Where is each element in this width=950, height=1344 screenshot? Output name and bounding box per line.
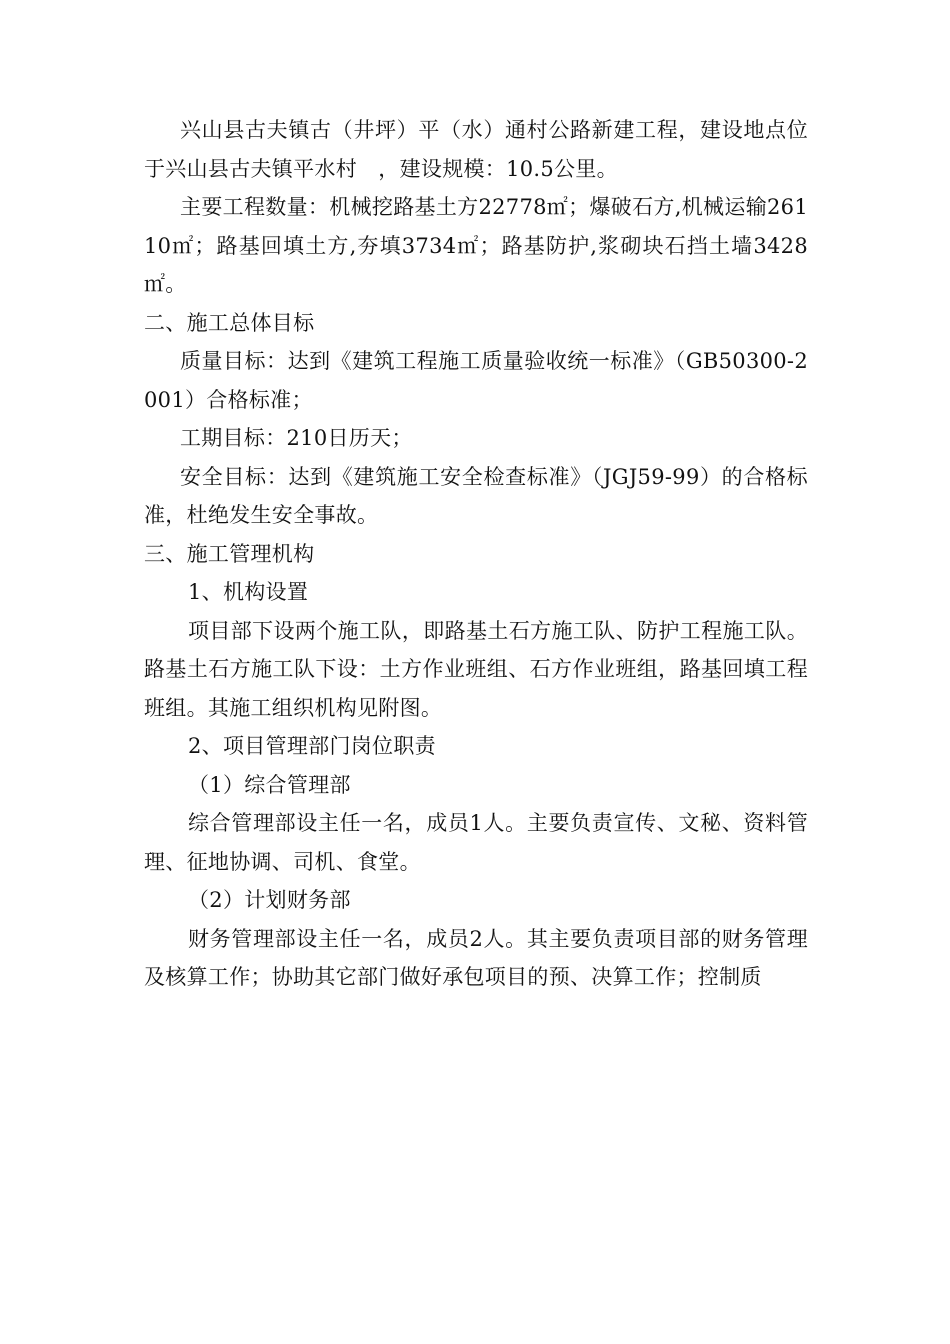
subsection-heading-duties: 2、项目管理部门岗位职责 (188, 734, 436, 758)
subsection-heading-finance: （2）计划财务部 (188, 888, 351, 912)
general-management-paragraph: 综合管理部设主任一名，成员1人。主要负责宣传、文秘、资料管理、征地协调、司机、食堂。 (144, 811, 808, 874)
finance-paragraph: 财务管理部设主任一名，成员2人。其主要负责项目部的财务管理及核算工作；协助其它部门做好承包项目的预、决算工作；控制质 (144, 926, 808, 989)
document-body (144, 111, 808, 997)
schedule-goal-paragraph: 工期目标：210日历天； (180, 426, 413, 450)
safety-goal-paragraph: 安全目标：达到《建筑施工安全检查标准》（JGJ59-99）的合格标准，杜绝发生安全事故。 (144, 464, 808, 527)
subsection-heading-setup: 1、机构设置 (188, 580, 309, 604)
subsection-heading-general-management: （1）综合管理部 (188, 772, 351, 797)
section-heading-goals: 二、施工总体目标 (144, 310, 315, 335)
organization-setup-paragraph: 项目部下设两个施工队，即路基土石方施工队、防护工程施工队。路基土石方施工队下设：土方作业班组、石方作业班组，路基回填工程班组。其施工组织机构见附图。 (144, 618, 808, 720)
work-quantities-paragraph: 主要工程数量：机械挖路基土方22778㎡；爆破石方,机械运输26110㎡；路基回填土方,夯填3734㎡；路基防护,浆砌块石挡土墙3428㎡。 (144, 195, 808, 296)
project-overview-paragraph: 兴山县古夫镇古（井坪）平（水）通村公路新建工程，建设地点位于兴山县古夫镇平水村 ，建设规模：10.5公里。 (144, 118, 808, 181)
quality-goal-paragraph: 质量目标：达到《建筑工程施工质量验收统一标准》（GB50300-2001）合格标准； (144, 349, 808, 412)
section-heading-organization: 三、施工管理机构 (144, 541, 315, 566)
